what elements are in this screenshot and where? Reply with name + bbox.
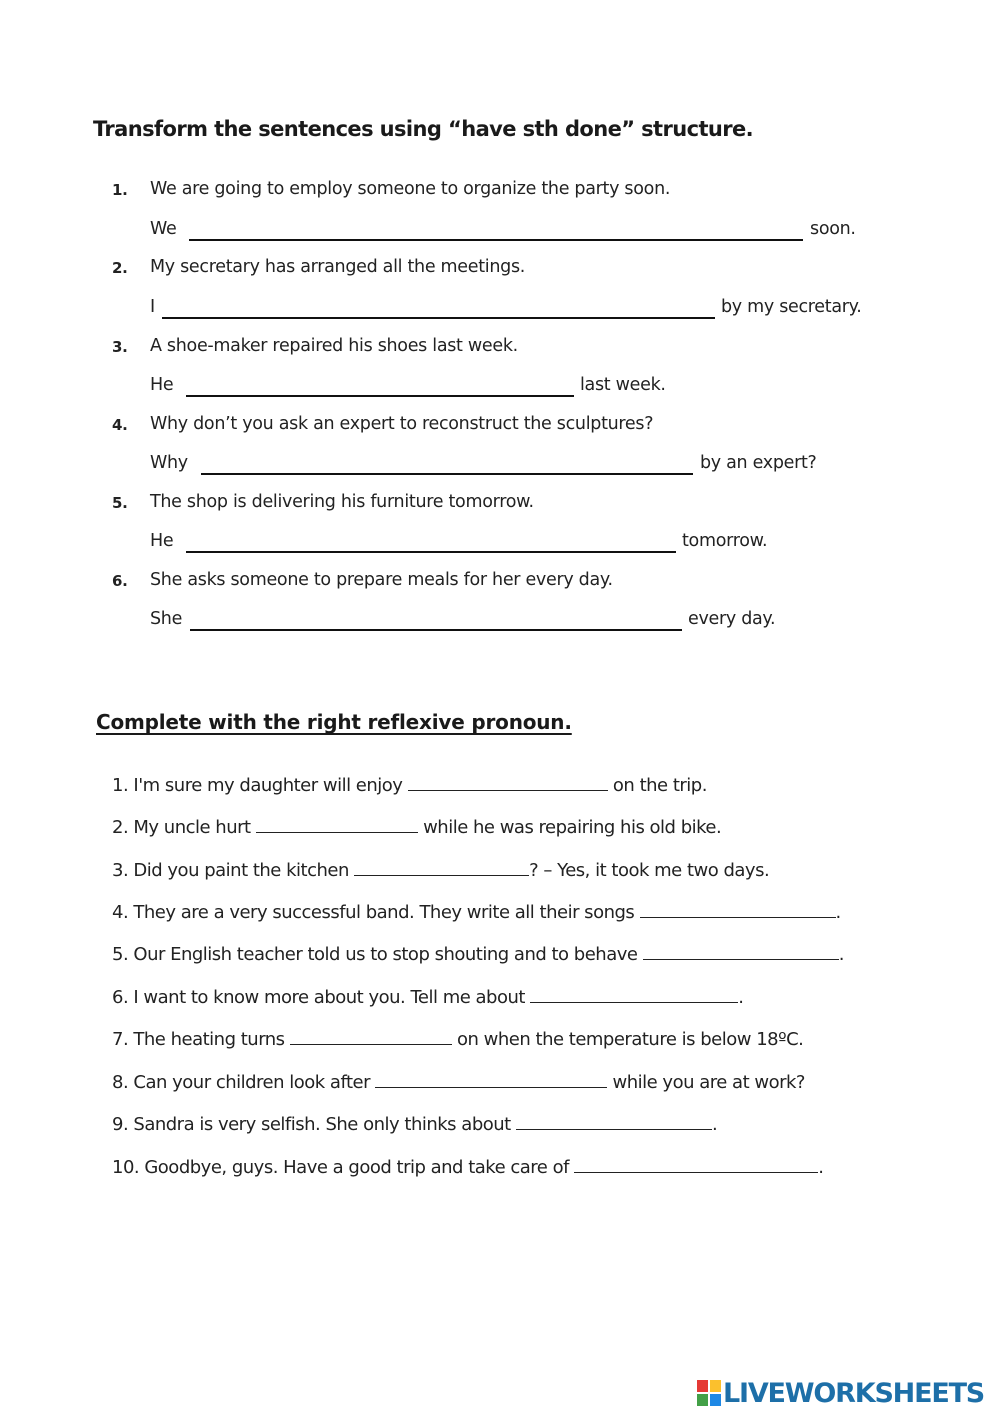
s2-item4-before: 4. They are a very successful band. They write all their songs [112, 902, 635, 923]
s2-item7 [112, 1026, 803, 1052]
s1-item4-sentence: Why don’t you ask an expert to reconstruct the sculptures? [150, 414, 654, 434]
s2-item4-blank[interactable] [640, 899, 836, 918]
s1-item4-end: by an expert? [700, 453, 817, 473]
s2-item7-blank[interactable] [290, 1026, 452, 1045]
liveworksheets-logo-text: LIVEWORKSHEETS [723, 1378, 985, 1409]
s1-item5-blank[interactable] [186, 551, 676, 553]
s1-item2-blank[interactable] [162, 317, 715, 319]
s2-item2-blank[interactable] [256, 814, 418, 833]
s1-item5-number: 5. [112, 494, 128, 512]
s2-item5-before: 5. Our English teacher told us to stop shouting and to behave [112, 944, 638, 965]
s1-item5-sentence: The shop is delivering his furniture tomorrow. [150, 492, 534, 512]
s1-item3-end: last week. [580, 375, 666, 395]
s1-item6-sentence: She asks someone to prepare meals for her every day. [150, 570, 613, 590]
s1-item5-start: He [150, 531, 174, 551]
logo-square-1 [697, 1380, 708, 1392]
s1-item2-start: I [150, 297, 155, 317]
s2-item8-after: while you are at work? [612, 1072, 805, 1093]
s2-item2 [112, 814, 721, 840]
s2-item8-blank[interactable] [375, 1069, 607, 1088]
s1-item2-sentence: My secretary has arranged all the meetings. [150, 257, 526, 277]
s2-item6-after: . [738, 987, 744, 1008]
logo-square-4 [710, 1394, 721, 1406]
s2-item3-before: 3. Did you paint the kitchen [112, 860, 349, 881]
s1-item4-start: Why [150, 453, 188, 473]
s2-item10-after: . [818, 1157, 824, 1178]
s2-item2-after: while he was repairing his old bike. [423, 817, 722, 838]
s1-item2-end: by my secretary. [721, 297, 862, 317]
s2-item3-after: ? – Yes, it took me two days. [529, 860, 770, 881]
s2-item10-before: 10. Goodbye, guys. Have a good trip and take care of [112, 1157, 569, 1178]
s2-item10 [112, 1154, 823, 1180]
s2-item6-blank[interactable] [530, 984, 738, 1003]
s1-item6-blank[interactable] [190, 629, 682, 631]
s1-item6-end: every day. [688, 609, 776, 629]
s1-item1-blank[interactable] [189, 239, 803, 241]
s2-item9-blank[interactable] [516, 1111, 712, 1130]
s1-item1-start: We [150, 219, 177, 239]
s2-item5 [112, 941, 844, 967]
s2-item10-blank[interactable] [574, 1154, 818, 1173]
s1-item2-number: 2. [112, 259, 128, 277]
s2-item1-blank[interactable] [408, 772, 608, 791]
s2-item6 [112, 984, 743, 1010]
s1-item3-number: 3. [112, 338, 128, 356]
logo-square-2 [710, 1380, 721, 1392]
s2-item4-after: . [835, 902, 841, 923]
s2-item2-before: 2. My uncle hurt [112, 817, 251, 838]
logo-square-3 [697, 1394, 708, 1406]
s1-item3-start: He [150, 375, 174, 395]
section1-title: Transform the sentences using “have sth done” structure. [93, 117, 754, 141]
s2-item3-blank[interactable] [354, 857, 529, 876]
s1-item1-sentence: We are going to employ someone to organize the party soon. [150, 179, 671, 199]
s1-item6-number: 6. [112, 572, 128, 590]
s1-item1-end: soon. [810, 219, 856, 239]
s1-item3-blank[interactable] [186, 395, 574, 397]
s1-item4-number: 4. [112, 416, 128, 434]
section2-title: Complete with the right reflexive pronoun. [96, 710, 572, 734]
s2-item7-after: on when the temperature is below 18ºC. [457, 1029, 804, 1050]
s1-item6-start: She [150, 609, 183, 629]
s2-item3 [112, 857, 769, 883]
liveworksheets-logo-icon [697, 1380, 721, 1406]
s2-item5-blank[interactable] [643, 941, 839, 960]
s1-item1-number: 1. [112, 181, 128, 199]
s2-item9 [112, 1111, 717, 1137]
s1-item3-sentence: A shoe-maker repaired his shoes last week. [150, 336, 518, 356]
s2-item9-after: . [711, 1114, 718, 1135]
s1-item5-end: tomorrow. [682, 531, 768, 551]
s2-item1-before: 1. I'm sure my daughter will enjoy [112, 775, 403, 796]
s2-item5-after: . [838, 944, 844, 965]
s2-item7-before: 7. The heating turns [112, 1029, 285, 1050]
s2-item8 [112, 1069, 805, 1095]
s2-item6-before: 6. I want to know more about you. Tell me about [112, 987, 525, 1008]
s2-item9-before: 9. Sandra is very selfish. She only thinks about [112, 1114, 511, 1135]
s2-item1-after: on the trip. [612, 775, 707, 796]
s2-item1 [112, 772, 707, 798]
s2-item4 [112, 899, 841, 925]
s1-item4-blank[interactable] [201, 473, 693, 475]
s2-item8-before: 8. Can your children look after [112, 1072, 371, 1093]
